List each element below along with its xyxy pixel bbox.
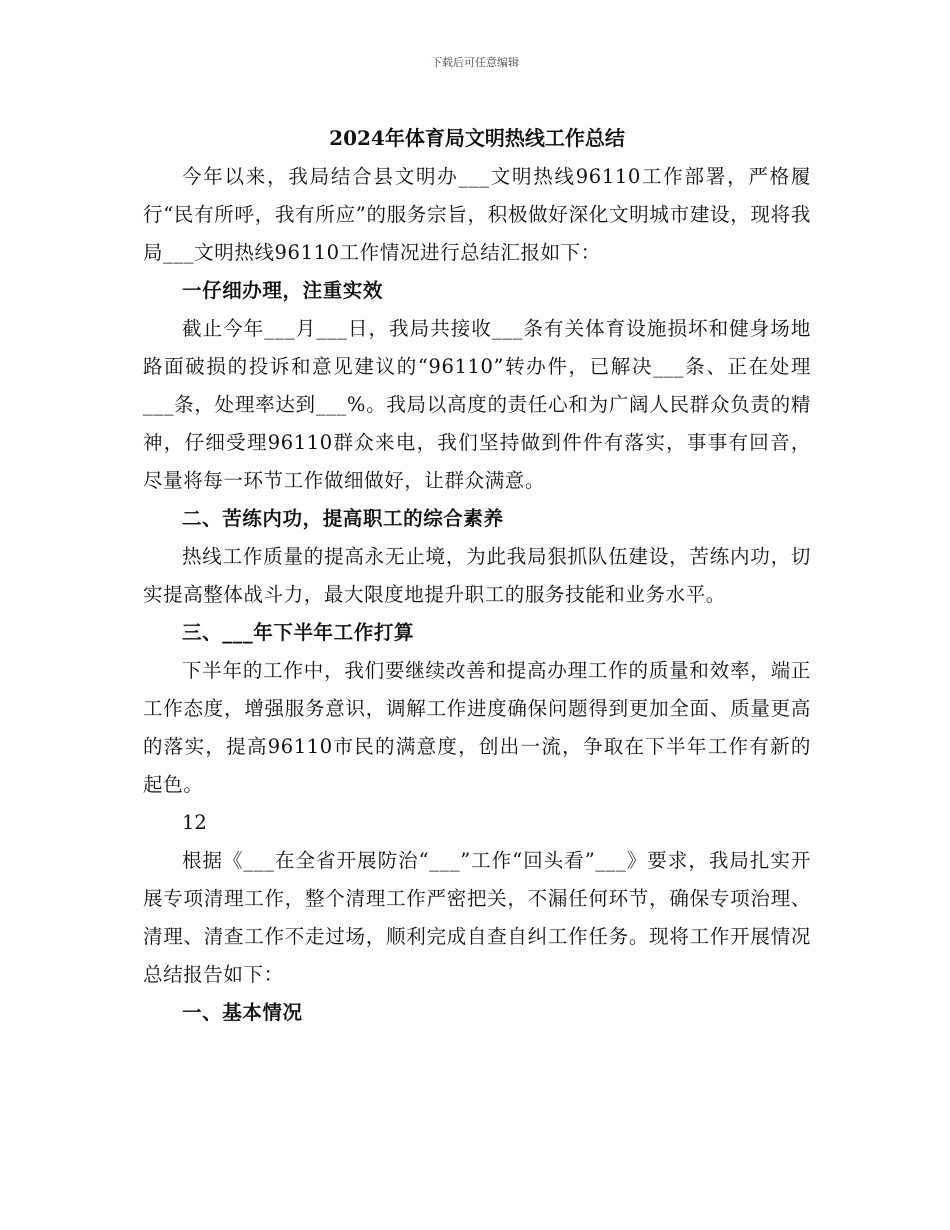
paragraph-review: 根据《___在全省开展防治“___”工作“回头看”___》要求，我局扎实开展专项清理工作，整个清理工作严密把关，不漏任何环节，确保专项治理、清理、清查工作不走过场，顺利完成自查自纠工作任务。现将工作开展情况总结报告如下： [143, 849, 811, 986]
section-heading-1: 一仔细办理，注重实效 [182, 279, 384, 302]
paragraph-plan: 下半年的工作中，我们要继续改善和提高办理工作的质量和效率，端正工作态度，增强服务意识，调解工作进度确保问题得到更加全面、质量更高的落实，提高96110市民的满意度，创出一流，争取在下半年工作有新的起色。 [143, 659, 811, 796]
document-title: 2024年体育局文明热线工作总结 [329, 126, 625, 150]
section-heading-2: 二、苦练内功，提高职工的综合素养 [182, 507, 504, 530]
paragraph-training: 热线工作质量的提高永无止境，为此我局狠抓队伍建设，苦练内功，切实提高整体战斗力，最大限度地提升职工的服务技能和业务水平。 [143, 545, 811, 606]
section-heading-basic: 一、基本情况 [182, 1001, 303, 1024]
header-note: 下载后可任意编辑 [431, 56, 519, 69]
paragraph-intro: 今年以来，我局结合县文明办___文明热线96110工作部署，严格履行“民有所呼，我有所应”的服务宗旨，积极做好深化文明城市建设，现将我局___文明热线96110工作情况进行总结汇报如下： [143, 165, 811, 264]
section-heading-3: 三、___年下半年工作打算 [182, 621, 415, 644]
document-body [143, 118, 811, 1032]
paragraph-statistics: 截止今年___月___日，我局共接收___条有关体育设施损坏和健身场地路面破损的投诉和意见建议的“96110”转办件，已解决___条、正在处理___条，处理率达到___%。我局以高度的责任心和为广阔人民群众负责的精神，仔细受理96110群众来电，我们坚持做到件件有落实，事事有回音，尽量将每一环节工作做细做好，让群众满意。 [143, 317, 811, 492]
page-number-marker: 12 [182, 811, 207, 834]
